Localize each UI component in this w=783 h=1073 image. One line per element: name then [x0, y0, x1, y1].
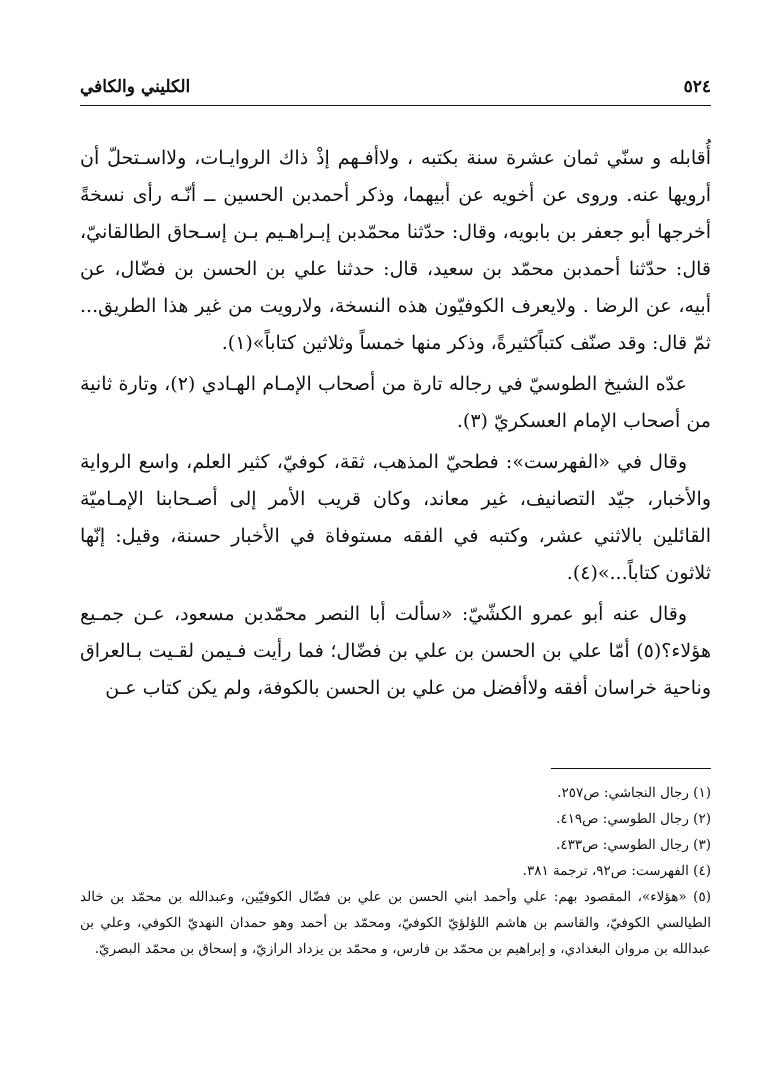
main-text: [80, 140, 711, 711]
footnote-4: (٤) الفهرست: ص٩٢، ترجمة ٣٨١.: [522, 863, 711, 879]
footnote-5: (٥) «هؤلاء»، المقصود بهم: علي وأحمد ابني الحسن بن علي بن فضّال الكوفيّين، وعبدالله بن محمّد بن خالد الطيالسي الكوفيّ، والقاسم بن هاشم اللؤلؤيّ الكوفيّ، ومحمّد بن أحمد وهو حمدان النهديّ الكوفي، وعلي بن عبدالله بن مروان البغدادي، و إبراهيم بن محمّد بن فارس، و محمّد بن يزداد الرازيّ، و إسحاق بن محمّد البصريّ.: [80, 889, 711, 957]
page-number: ٥٢٤: [683, 77, 711, 97]
page-header: [80, 70, 711, 104]
paragraph-2: عدّه الشيخ الطوسيّ في رجاله تارة من أصحاب الإمـام الهـادي (٢)، وتارة ثانية من أصحاب الإمام العسكريّ (٣).: [80, 373, 711, 432]
footnotes: [80, 780, 711, 962]
footnote-2: (٢) رجال الطوسي: ص٤١٩.: [556, 811, 711, 827]
footnote-1: (١) رجال النجاشي: ص٢٥٧.: [557, 785, 711, 801]
footnote-3: (٣) رجال الطوسي: ص٤٣٣.: [556, 837, 711, 853]
paragraph-1: أُقابله و سنّي ثمان عشرة سنة بكتبه ، ولاأفـهم إذْ ذاك الروايـات، ولااسـتحلّ أن أرويها عنه. وروى عن أخويه عن أبيهما، وذكر أحمدبن الحسين ـ‌ـ أنّـه رأى نسخةً أخرجها أبو جعفر بن بابويه، وقال: حدّثنا محمّدبن إبـراهـيم بـن إسـحاق الطالقانيّ، قال: حدّثنا أحمدبن محمّد بن سعيد، قال: حدثنا علي بن الحسن بن فضّال، عن أبيه، عن الرضا . ولايعرف الكوفيّون هذه النسخة، ولارويت من غير هذا الطريق... ثمّ قال: وقد صنّف كتباًكثيرةً، وذكر منها خمساً وثلاثين كتاباً»(١).: [80, 147, 711, 354]
footnote-separator: [551, 768, 711, 769]
header-rule: [80, 105, 711, 106]
running-title: الكليني والكافي: [80, 77, 191, 97]
paragraph-4: وقال عنه أبو عمرو الكشّيّ: «سألت أبا النصر محمّدبن مسعود، عـن جمـيع هؤلاء؟(٥) أمّا علي بن الحسن بن علي بن فضّال؛ فما رأيت فـيمن لقـيت بـالعراق وناحية خراسان أفقه ولاأفضل من علي بن الحسن بالكوفة، ولم يكن كتاب عـن: [80, 603, 711, 699]
paragraph-3: وقال في «الفهرست»: فطحيّ المذهب، ثقة، كوفيّ، كثير العلم، واسع الرواية والأخبار، جيّد التصانيف، غير معاند، وكان قريب الأمر إلى أصـحابنا الإمـاميّة القائلين بالاثني عشر، وكتبه في الفقه مستوفاة في الأخبار حسنة، وقيل: إنّها ثلاثون كتاباً...»(٤).: [80, 451, 711, 584]
